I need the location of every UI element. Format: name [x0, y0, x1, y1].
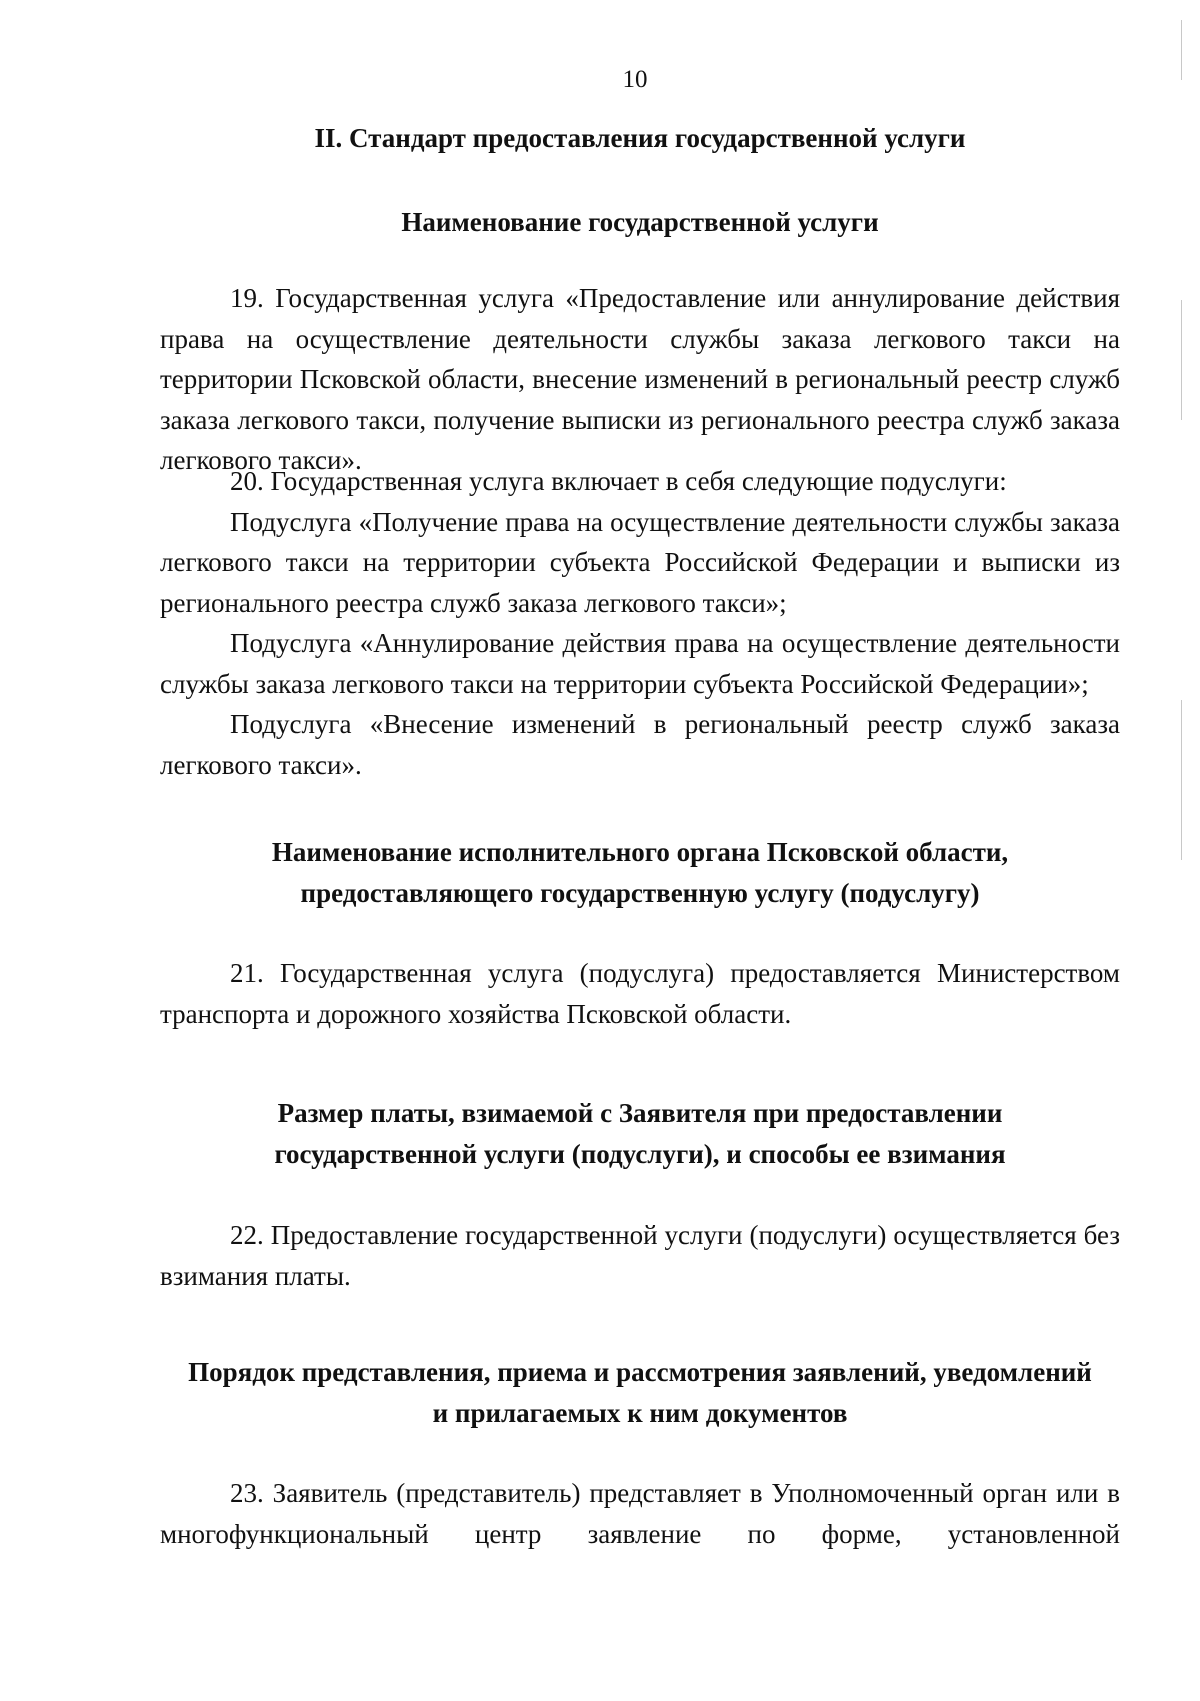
heading-procedure — [160, 1352, 1120, 1433]
heading-procedure-line1: Порядок представления, приема и рассмотрения заявлений, уведомлений — [188, 1357, 1092, 1387]
heading-service-name-text: Наименование государственной услуги — [401, 207, 879, 237]
paragraph-block-20 — [160, 461, 1120, 785]
heading-executive-body-line1: Наименование исполнительного органа Псковской области, — [271, 837, 1009, 867]
heading-procedure-line2: и прилагаемых к ним документов — [432, 1397, 848, 1428]
section-title-text: II. Стандарт предоставления государственной услуги — [314, 123, 966, 153]
heading-executive-body — [160, 832, 1120, 913]
heading-fee — [160, 1093, 1120, 1174]
paragraph-subservice-1: Подуслуга «Получение права на осуществление деятельности службы заказа легкового такси на территории субъекта Российской Федерации и выписки из регионального реестра служб заказа легкового такси»; — [160, 506, 1120, 618]
paragraph-19: 19. Государственная услуга «Предоставление или аннулирование действия права на осуществление деятельности службы заказа легкового такси на территории Псковской области, внесение изменений в региональный реестр служб заказа легкового такси, получение выписки из регионального реестра служб заказа легкового такси». — [160, 283, 1120, 475]
paragraph-block-23 — [160, 1473, 1120, 1554]
heading-fee-line2: государственной услуги (подуслуги), и способы ее взимания — [274, 1138, 1006, 1169]
paragraph-block-21 — [160, 953, 1120, 1034]
paragraph-23: 23. Заявитель (представитель) представляет в Уполномоченный орган или в многофункциональный центр заявление по форме, установленной — [160, 1478, 1120, 1549]
paragraph-22: 22. Предоставление государственной услуги (подуслуги) осуществляется без взимания платы. — [160, 1220, 1120, 1291]
section-title — [160, 118, 1120, 159]
paragraph-subservice-3: Подуслуга «Внесение изменений в региональный реестр служб заказа легкового такси». — [160, 709, 1120, 780]
paragraph-21: 21. Государственная услуга (подуслуга) предоставляется Министерством транспорта и дорожного хозяйства Псковской области. — [160, 958, 1120, 1029]
heading-fee-line1: Размер платы, взимаемой с Заявителя при предоставлении — [277, 1098, 1003, 1128]
scan-margin-mark — [1181, 300, 1182, 420]
scan-margin-mark — [1181, 20, 1182, 80]
paragraph-20: 20. Государственная услуга включает в себя следующие подуслуги: — [230, 466, 1007, 496]
scan-margin-mark — [1181, 700, 1182, 860]
paragraph-block-19 — [160, 278, 1120, 481]
heading-executive-body-line2: предоставляющего государственную услугу (подуслугу) — [300, 877, 980, 908]
paragraph-subservice-2: Подуслуга «Аннулирование действия права на осуществление деятельности службы заказа легкового такси на территории субъекта Российской Федерации»; — [160, 628, 1120, 699]
page-number: 10 — [622, 66, 648, 93]
heading-service-name — [160, 202, 1120, 243]
paragraph-block-22 — [160, 1215, 1120, 1296]
